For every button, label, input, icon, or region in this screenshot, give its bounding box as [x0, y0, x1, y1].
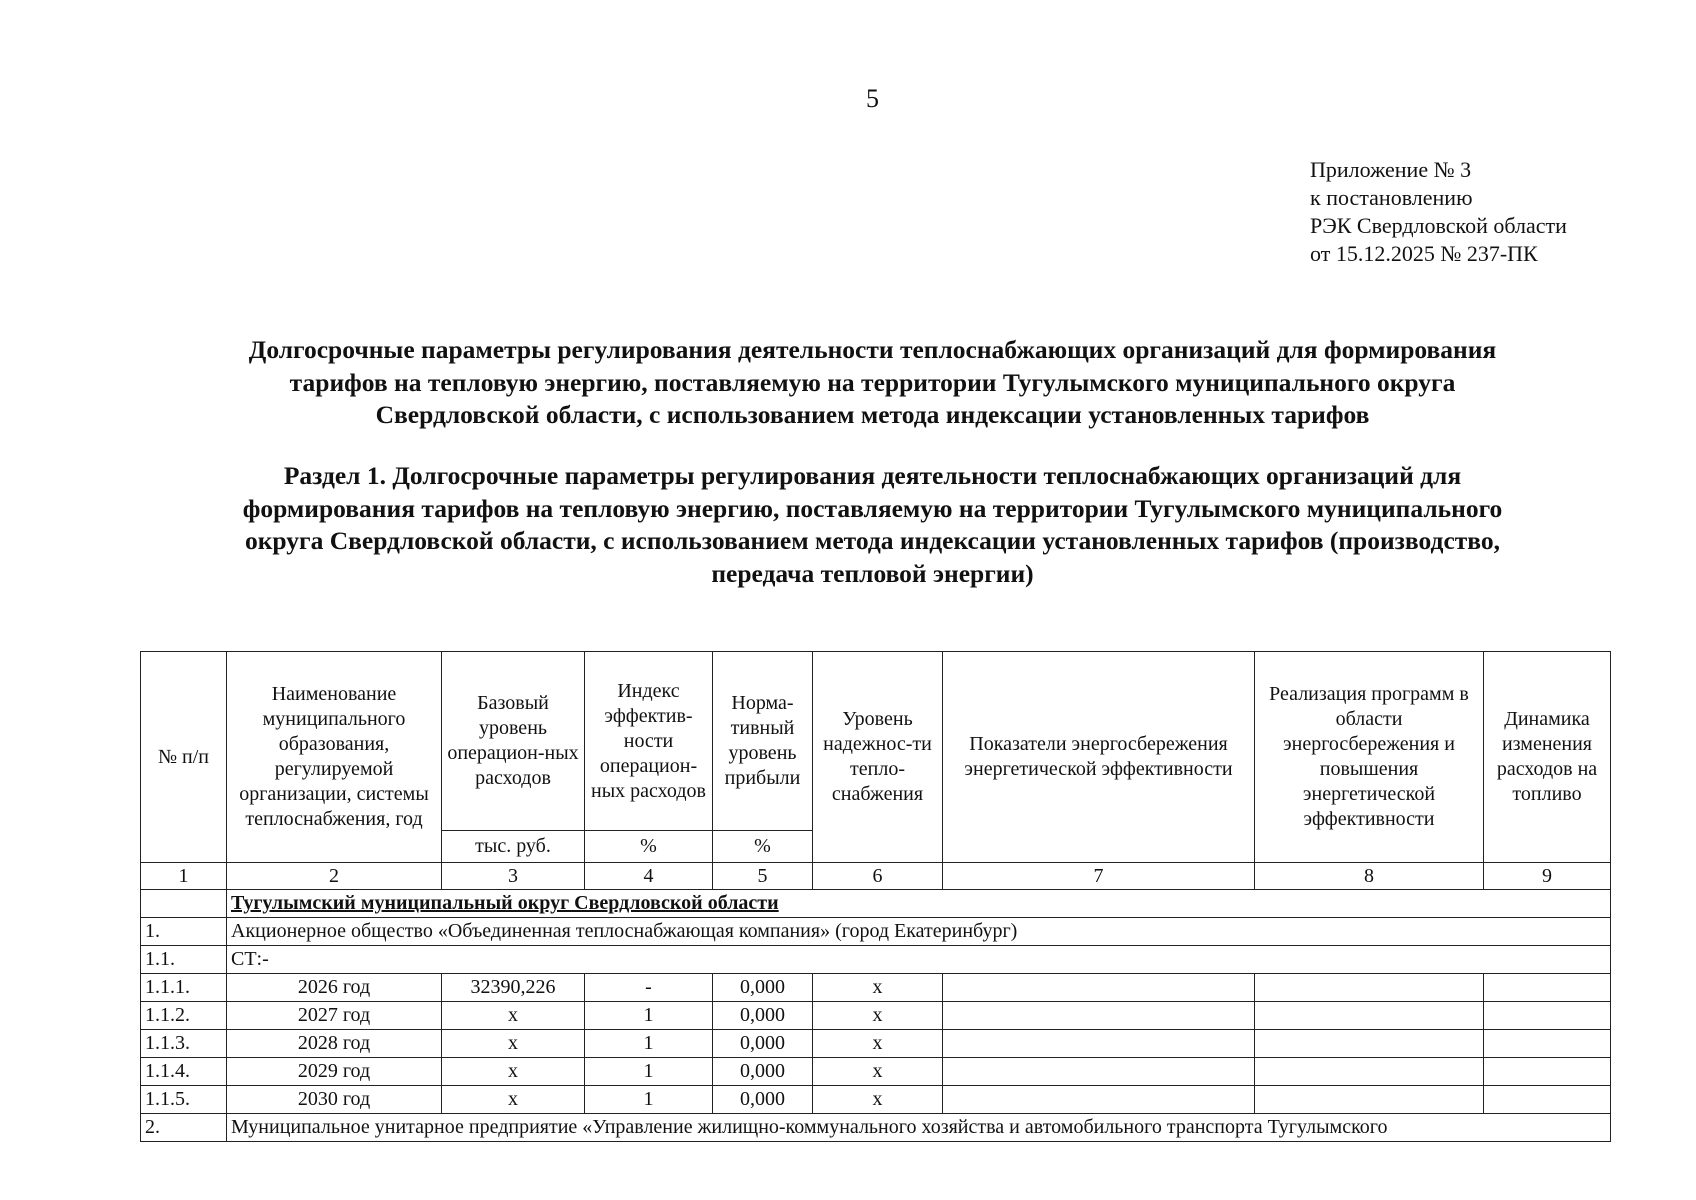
appendix-line: РЭК Свердловской области [1310, 213, 1567, 238]
section-line: формирования тарифов на тепловую энергию, поставляемую на территории Тугулымского муниципального [242, 493, 1503, 523]
header-reliability: Уровень надежнос-ти тепло-снабжения [813, 652, 943, 863]
row-base-costs: x [442, 1058, 585, 1086]
row-reliability: x [813, 1030, 943, 1058]
row-profit-level: 0,000 [713, 1086, 813, 1114]
header-name: Наименование муниципального образования, регулируемой организации, системы теплоснабжения, год [227, 652, 442, 863]
header-efficiency-index: Индекс эффектив-ности операцион-ных расходов [585, 652, 713, 831]
row-year: 2029 год [227, 1058, 442, 1086]
table-row [141, 974, 1611, 1002]
header-programs: Реализация программ в области энергосбережения и повышения энергетической эффективности [1255, 652, 1484, 863]
table-row [141, 1030, 1611, 1058]
row-reliability: x [813, 1086, 943, 1114]
row-programs [1255, 1002, 1484, 1030]
column-number: 5 [713, 863, 813, 890]
district-row [141, 890, 1611, 918]
column-number: 2 [227, 863, 442, 890]
district-name: Тугулымский муниципальный округ Свердловской области [227, 890, 1611, 918]
row-efficiency-index: 1 [585, 1058, 713, 1086]
row-fuel-dynamics [1484, 1002, 1611, 1030]
row-reliability: x [813, 1058, 943, 1086]
row-efficiency-index: - [585, 974, 713, 1002]
row-base-costs: x [442, 1002, 585, 1030]
org-num: 2. [141, 1114, 227, 1142]
row-reliability: x [813, 974, 943, 1002]
system-row [141, 946, 1611, 974]
row-energy-saving [943, 974, 1255, 1002]
table-row [141, 1086, 1611, 1114]
unit-profit-level: % [713, 831, 813, 863]
header-energy-saving: Показатели энергосбережения энергетической эффективности [943, 652, 1255, 863]
row-base-costs: x [442, 1030, 585, 1058]
org-name: Акционерное общество «Объединенная теплоснабжающая компания» (город Екатеринбург) [227, 918, 1611, 946]
parameters-table [140, 651, 1611, 1142]
row-profit-level: 0,000 [713, 1002, 813, 1030]
header-base-costs: Базовый уровень операцион-ных расходов [442, 652, 585, 831]
org-row [141, 918, 1611, 946]
row-energy-saving [943, 1058, 1255, 1086]
row-num: 1.1.1. [141, 974, 227, 1002]
row-fuel-dynamics [1484, 974, 1611, 1002]
system-num: 1.1. [141, 946, 227, 974]
section-line: передача тепловой энергии) [711, 558, 1034, 588]
title-line: тарифов на тепловую энергию, поставляемую на территории Тугулымского муниципального округа [289, 367, 1456, 397]
column-number: 7 [943, 863, 1255, 890]
column-number: 8 [1255, 863, 1484, 890]
row-programs [1255, 1086, 1484, 1114]
row-num: 1.1.3. [141, 1030, 227, 1058]
section-line: Раздел 1. Долгосрочные параметры регулирования деятельности теплоснабжающих организаций для [283, 461, 1462, 490]
table-row [141, 1002, 1611, 1030]
row-base-costs: 32390,226 [442, 974, 585, 1002]
row-num: 1.1.4. [141, 1058, 227, 1086]
column-number: 9 [1484, 863, 1611, 890]
title-line: Долгосрочные параметры регулирования деятельности теплоснабжающих организаций для формирования [248, 335, 1497, 364]
row-reliability: x [813, 1002, 943, 1030]
unit-base-costs: тыс. руб. [442, 831, 585, 863]
row-profit-level: 0,000 [713, 974, 813, 1002]
appendix-line: к постановлению [1310, 185, 1473, 210]
row-profit-level: 0,000 [713, 1058, 813, 1086]
row-efficiency-index: 1 [585, 1030, 713, 1058]
header-fuel-dynamics: Динамика изменения расходов на топливо [1484, 652, 1611, 863]
column-numbers-row [141, 863, 1611, 890]
section-line: округа Свердловской области, с использованием метода индексации установленных тарифов (производство, [244, 526, 1501, 555]
row-programs [1255, 974, 1484, 1002]
row-fuel-dynamics [1484, 1086, 1611, 1114]
appendix-block [1310, 156, 1567, 268]
row-num: 1.1.5. [141, 1086, 227, 1114]
row-efficiency-index: 1 [585, 1086, 713, 1114]
row-base-costs: x [442, 1086, 585, 1114]
org-name: Муниципальное унитарное предприятие «Управление жилищно-коммунального хозяйства и автомобильного транспорта Тугулымского [227, 1114, 1611, 1142]
title-line: Свердловской области, с использованием метода индексации установленных тарифов [375, 400, 1370, 429]
row-efficiency-index: 1 [585, 1002, 713, 1030]
header-row [141, 652, 1611, 831]
table-row [141, 1058, 1611, 1086]
unit-efficiency-index: % [585, 831, 713, 863]
system-name: СТ:- [227, 946, 1611, 974]
document-title [140, 334, 1605, 432]
row-energy-saving [943, 1086, 1255, 1114]
section-title [140, 460, 1605, 590]
row-year: 2027 год [227, 1002, 442, 1030]
header-profit-level: Норма-тивный уровень прибыли [713, 652, 813, 831]
row-fuel-dynamics [1484, 1030, 1611, 1058]
row-year: 2030 год [227, 1086, 442, 1114]
row-energy-saving [943, 1030, 1255, 1058]
column-number: 6 [813, 863, 943, 890]
row-num: 1.1.2. [141, 1002, 227, 1030]
row-programs [1255, 1058, 1484, 1086]
page-number: 5 [866, 84, 879, 113]
header-num: № п/п [141, 652, 227, 863]
org-num: 1. [141, 918, 227, 946]
column-number: 3 [442, 863, 585, 890]
column-number: 1 [141, 863, 227, 890]
district-num-cell [141, 890, 227, 918]
row-fuel-dynamics [1484, 1058, 1611, 1086]
row-profit-level: 0,000 [713, 1030, 813, 1058]
column-number: 4 [585, 863, 713, 890]
row-year: 2028 год [227, 1030, 442, 1058]
row-programs [1255, 1030, 1484, 1058]
row-energy-saving [943, 1002, 1255, 1030]
row-year: 2026 год [227, 974, 442, 1002]
appendix-line: от 15.12.2025 № 237-ПК [1310, 241, 1538, 266]
org-row [141, 1114, 1611, 1142]
appendix-line: Приложение № 3 [1310, 157, 1472, 182]
